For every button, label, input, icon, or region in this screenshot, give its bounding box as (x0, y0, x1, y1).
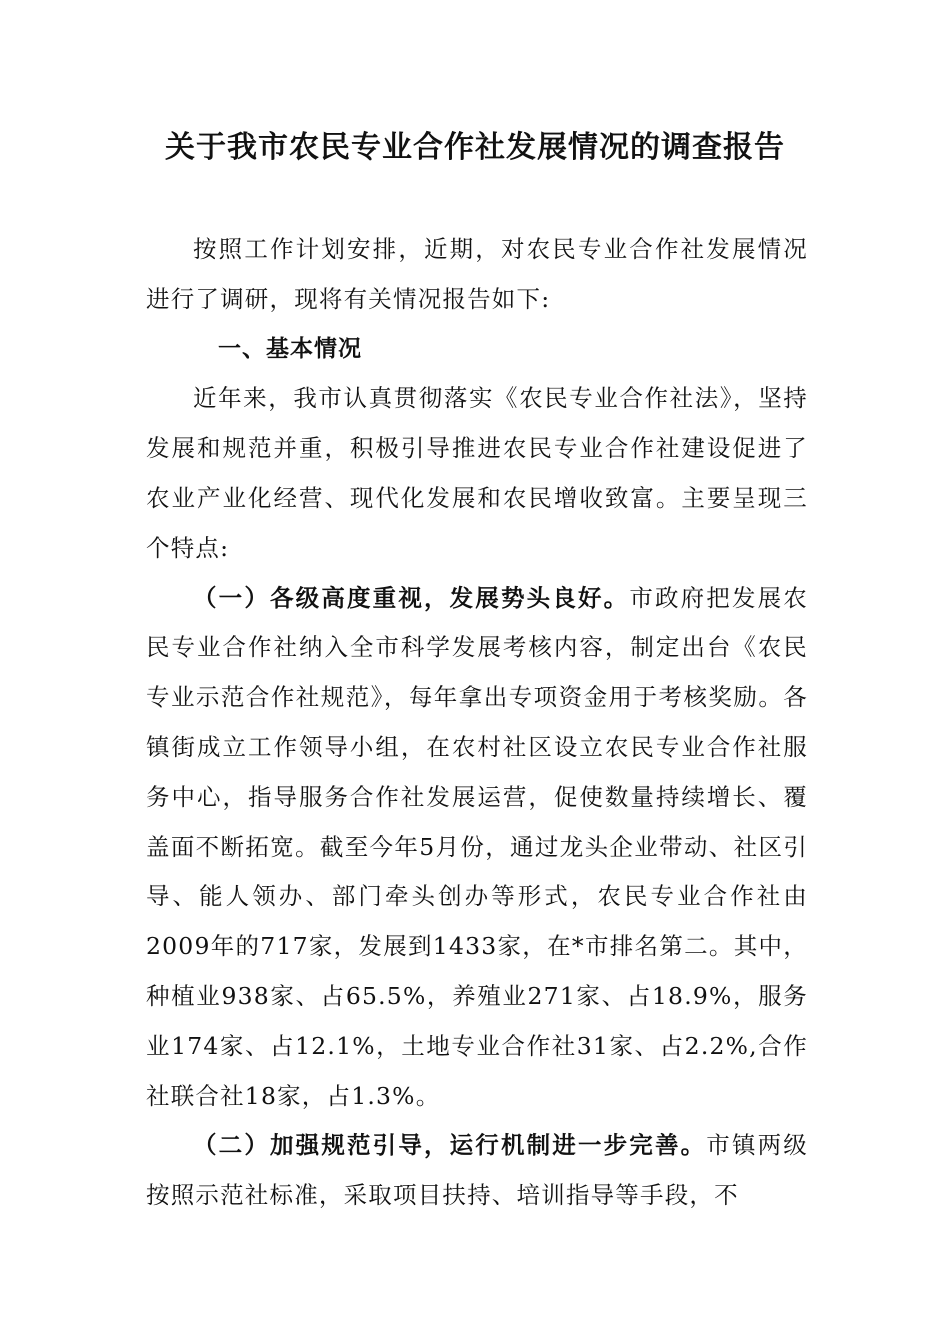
point2-lead: （二）加强规范引导，运行机制进一步完善。 (193, 1131, 707, 1160)
point2-body: 市镇两级按照示范社标准，采取项目扶持、培训指导等手段，不 (146, 1131, 808, 1210)
point2-paragraph (146, 1121, 808, 1221)
section1-paragraph: 近年来，我市认真贯彻落实《农民专业合作社法》，坚持发展和规范并重，积极引导推进农民专业合作社建设促进了农业产业化经营、现代化发展和农民增收致富。主要呈现三个特点: (146, 384, 808, 562)
document-title: 关于我市农民专业合作社发展情况的调查报告 (165, 130, 785, 165)
point1-paragraph (146, 574, 808, 1122)
point1-body: 市政府把发展农民专业合作社纳入全市科学发展考核内容，制定出台《农民专业示范合作社规范》，每年拿出专项资金用于考核奖励。各镇街成立工作领导小组，在农村社区设立农民专业合作社服务中心，指导服务合作社发展运营，促使数量持续增长、覆盖面不断拓宽。截至今年5月份，通过龙头企业带动、社区引导、能人领办、部门牵头创办等形式，农民专业合作社由2009年的717家，发展到1433家，在*市排名第二。其中，种植业938家、占65.5%，养殖业271家、占18.9%，服务业174家、占12.1%，土地专业合作社31家、占2.2%,合作社联合社18家，占1.3%。 (146, 583, 809, 1110)
document-body (146, 225, 808, 1221)
intro-paragraph: 按照工作计划安排，近期，对农民专业合作社发展情况进行了调研，现将有关情况报告如下: (146, 235, 808, 313)
section-heading-basic-situation: 一、基本情况 (218, 335, 362, 362)
point1-lead: （一）各级高度重视，发展势头良好。 (193, 583, 630, 612)
